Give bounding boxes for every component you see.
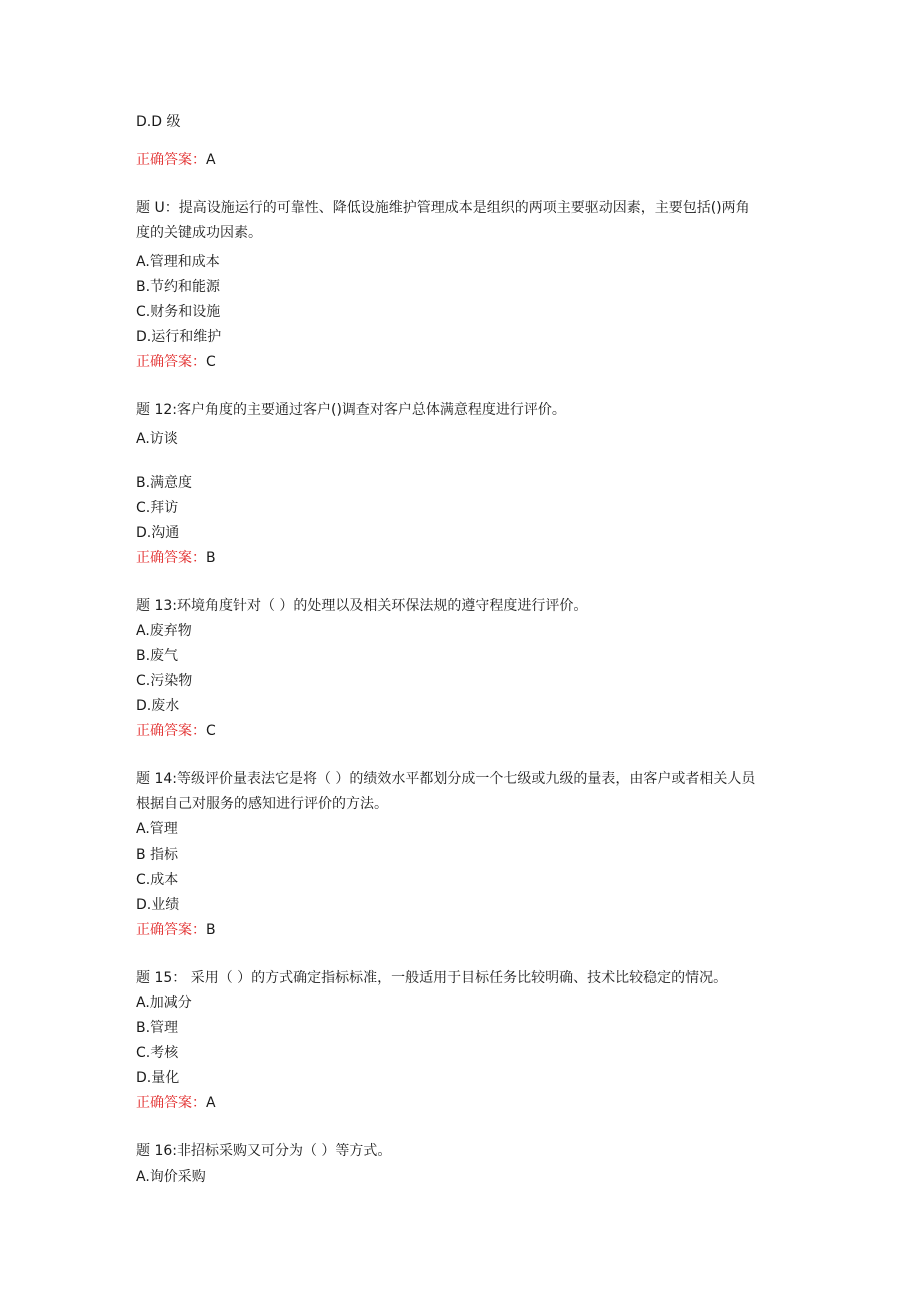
question-stem: 题 U：提高设施运行的可靠性、降低设施维护管理成本是组织的两项主要驱动因素，主要包括()两角	[136, 200, 750, 216]
answer-label: 正确答案：	[136, 152, 206, 168]
question-stem-continued: 度的关键成功因素。	[136, 225, 262, 241]
option-d: D.量化	[136, 1070, 180, 1086]
option-c: C.成本	[136, 872, 179, 888]
correct-answer	[136, 549, 216, 567]
answer-label: 正确答案：	[136, 723, 206, 739]
correct-answer	[136, 722, 216, 740]
question-stem-continued: 根据自己对服务的感知进行评价的方法。	[136, 796, 388, 812]
option-b: B.管理	[136, 1020, 179, 1036]
answer-value: B	[206, 550, 216, 566]
answer-label: 正确答案：	[136, 922, 206, 938]
correct-answer	[136, 1094, 216, 1112]
question-stem: 题 15： 采用（ ）的方式确定指标标准，一般适用于目标任务比较明确、技术比较稳定的情况。	[136, 970, 728, 986]
option-d: D.D 级	[136, 114, 181, 130]
option-b: B.废气	[136, 648, 179, 664]
option-a: A.询价采购	[136, 1169, 206, 1185]
option-a: A.废弃物	[136, 623, 192, 639]
correct-answer	[136, 921, 216, 939]
question-stem: 题 16:非招标采购又可分为（ ）等方式。	[136, 1143, 392, 1159]
option-d: D.业绩	[136, 897, 180, 913]
correct-answer	[136, 151, 216, 169]
question-stem: 题 12:客户角度的主要通过客户()调查对客户总体满意程度进行评价。	[136, 402, 566, 418]
option-b: B 指标	[136, 847, 179, 863]
option-c: C.考核	[136, 1045, 179, 1061]
option-c: C.污染物	[136, 673, 193, 689]
answer-value: C	[206, 354, 216, 370]
answer-value: C	[206, 723, 216, 739]
answer-value: A	[206, 152, 216, 168]
answer-label: 正确答案：	[136, 1095, 206, 1111]
option-d: D.运行和维护	[136, 329, 222, 345]
option-a: A.管理	[136, 821, 178, 837]
option-d: D.沟通	[136, 525, 180, 541]
answer-value: A	[206, 1095, 216, 1111]
option-d: D.废水	[136, 698, 180, 714]
answer-label: 正确答案：	[136, 550, 206, 566]
option-a: A.访谈	[136, 431, 178, 447]
option-b: B.满意度	[136, 475, 193, 491]
option-a: A.管理和成本	[136, 254, 220, 270]
option-c: C.财务和设施	[136, 304, 221, 320]
correct-answer	[136, 353, 216, 371]
option-c: C.拜访	[136, 500, 179, 516]
question-stem: 题 13:环境角度针对（ ）的处理以及相关环保法规的遵守程度进行评价。	[136, 598, 588, 614]
question-stem: 题 14:等级评价量表法它是将（ ）的绩效水平都划分成一个七级或九级的量表，由客户或者相关人员	[136, 771, 756, 787]
answer-value: B	[206, 922, 216, 938]
option-a: A.加减分	[136, 995, 192, 1011]
option-b: B.节约和能源	[136, 279, 221, 295]
answer-label: 正确答案：	[136, 354, 206, 370]
